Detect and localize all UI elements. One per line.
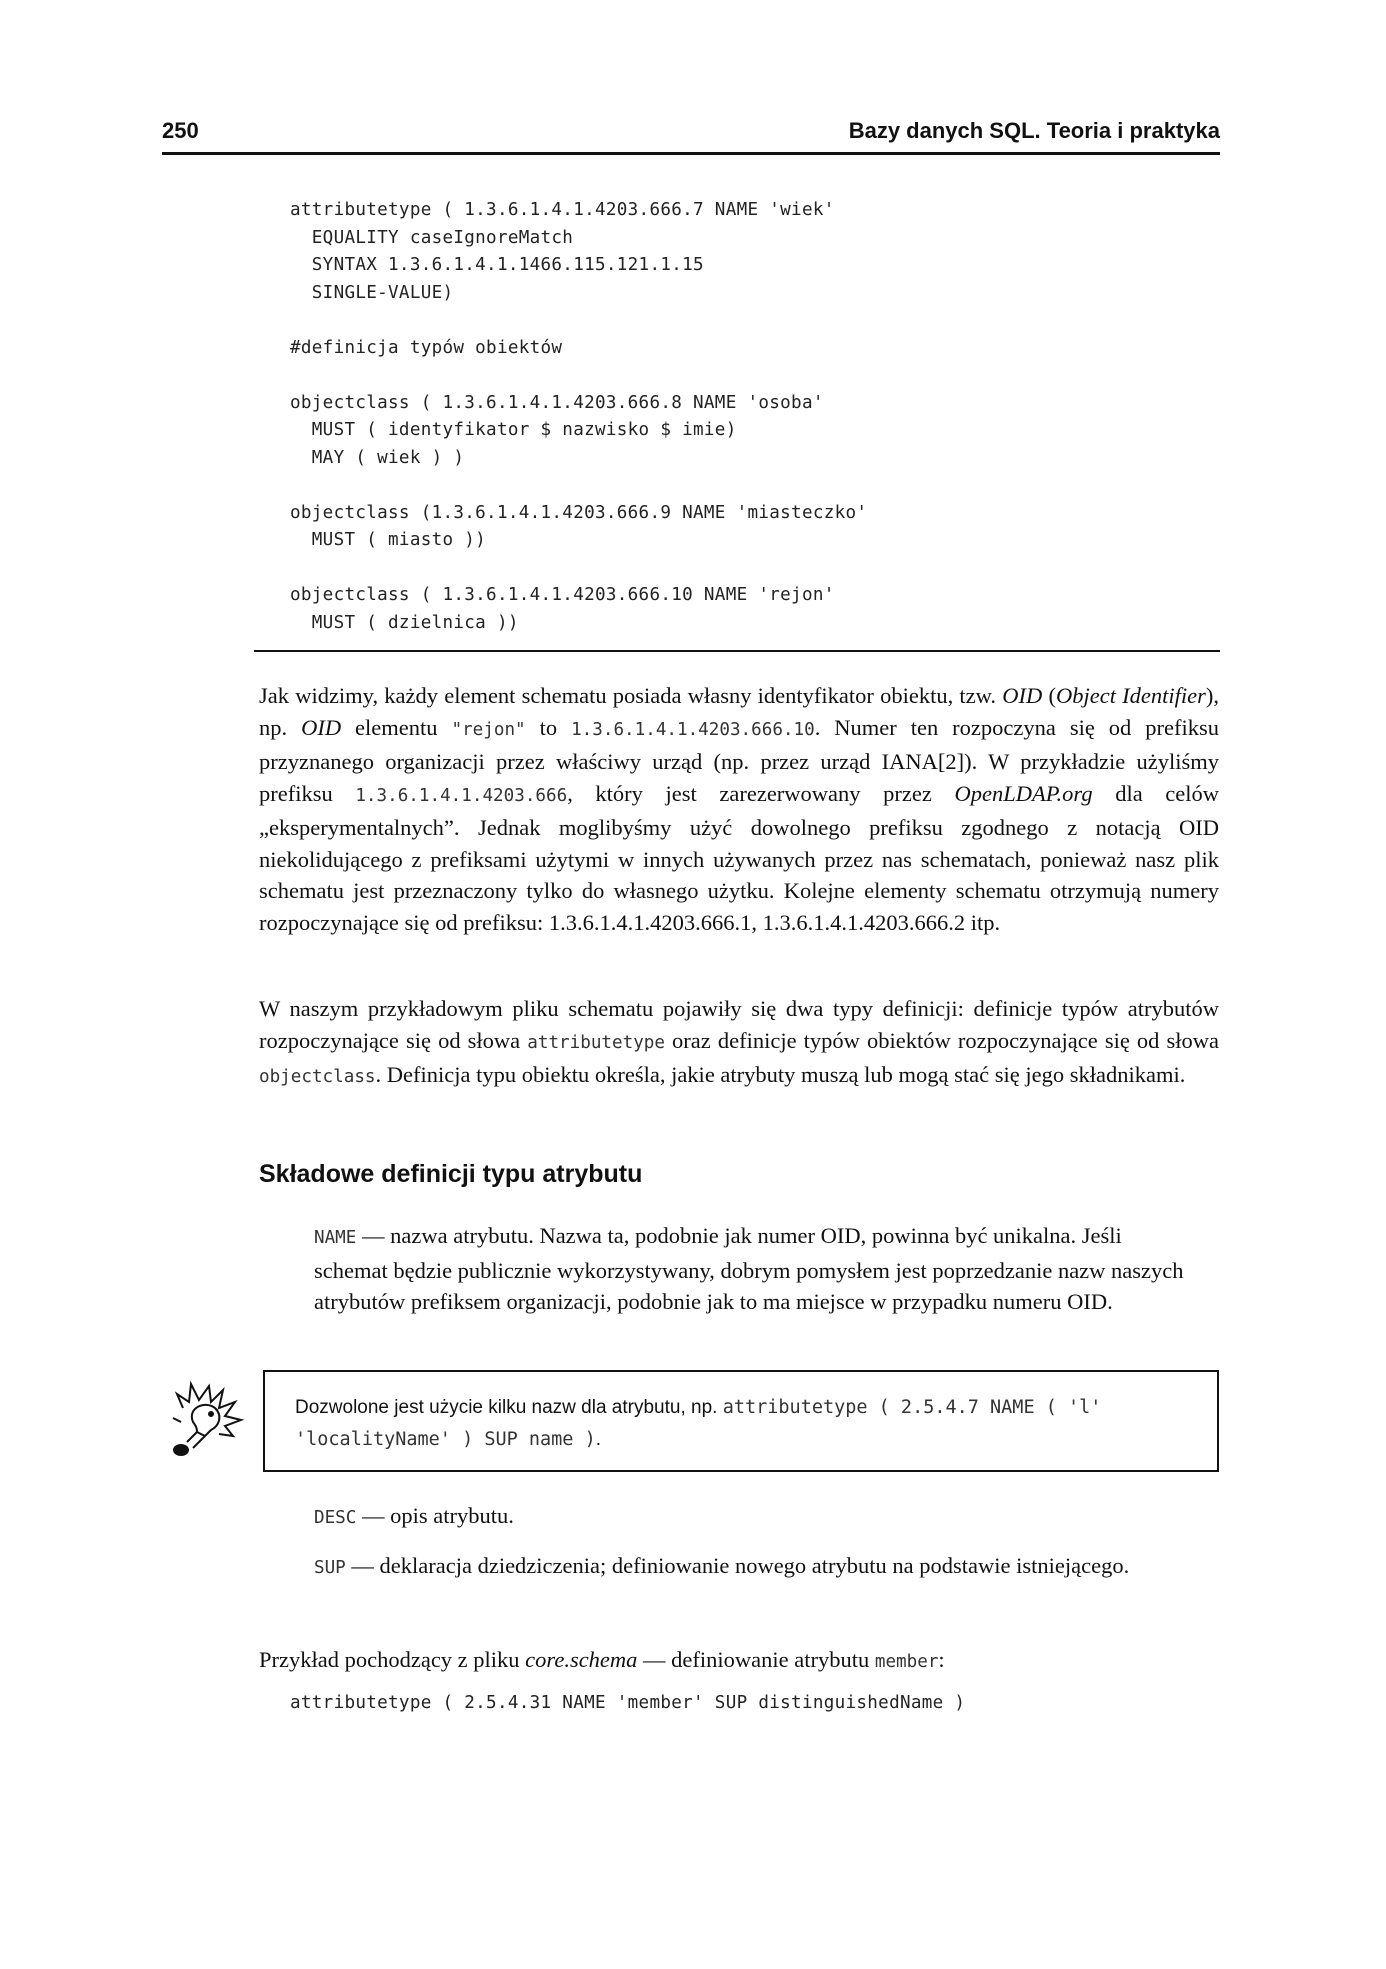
definition-item-desc: [314, 1500, 1194, 1535]
text-run: . Numer ten rozpoczyna się od prefiksu przyznanego organizacji przez właściwy urząd (np. przez urząd IANA[2]). W przykładzie użyliśmy prefiksu: [259, 714, 1219, 806]
definition-item-name: [314, 1220, 1194, 1318]
text-run: Jak widzimy, każdy element schematu posiada własny identyfikator obiektu, tzw.: [259, 683, 1003, 708]
text-run: :: [938, 1647, 945, 1672]
paragraph-oid: [259, 680, 1219, 938]
file-name: core.schema: [525, 1647, 638, 1672]
page-header: [162, 118, 1220, 155]
text-run: W naszym przykładowym pliku schematu pojawiły się dwa typy definicji: definicje typów atrybutów rozpoczynające się od słowa: [259, 996, 1219, 1053]
text-run: ), np.: [259, 683, 1219, 740]
text-run: Przykład pochodzący z pliku: [259, 1647, 526, 1672]
oid-term: OID: [301, 714, 342, 740]
text-run: . Definicja typu obiektu określa, jakie atrybuty muszą lub mogą stać się jego składnikami.: [375, 1062, 1186, 1087]
text-run: — definiowanie atrybutu: [637, 1647, 875, 1672]
definition-term: NAME: [314, 1228, 357, 1248]
running-title: Bazy danych SQL. Teoria i praktyka: [848, 118, 1220, 143]
inline-code: attributetype ( 2.5.4.7 NAME ( 'l' 'localityName' ) SUP name ): [295, 1397, 1102, 1450]
openldap-name: OpenLDAP.org: [954, 780, 1093, 806]
definition-term: DESC: [314, 1508, 357, 1528]
paragraph-definition-types: [259, 993, 1219, 1094]
paragraph-example-intro: [259, 1644, 1219, 1679]
tip-box: [263, 1370, 1219, 1472]
schema-code-listing: attributetype ( 1.3.6.1.4.1.4203.666.7 NAME 'wiek' EQUALITY caseIgnoreMatch SYNTAX 1.3.6.1.4.1.1466.115.121.1.15 SINGLE-VALUE) #definicja typów obiektów objectclass ( 1.3.6.1.4.1.4203.666.8 NAME 'osoba' MUST ( identyfikator $ nazwisko $ imie) MAY ( wiek ) ) objectclass (1.3.6.1.4.1.4203.666.9 NAME 'miasteczko' MUST ( miasto )) objectclass ( 1.3.6.1.4.1.4203.666.10 NAME 'rejon' MUST ( dzielnica )): [290, 200, 868, 633]
inline-code: objectclass: [259, 1067, 376, 1087]
oid-term: OID: [1002, 683, 1043, 708]
definition-text: — opis atrybutu.: [356, 1503, 514, 1528]
member-code-listing: attributetype ( 2.5.4.31 NAME 'member' SUP distinguishedName ): [290, 1693, 966, 1713]
lightbulb-idea-icon: [163, 1378, 249, 1464]
text-run: Dozwolone jest użycie kilku nazw dla atrybutu, np.: [295, 1397, 723, 1418]
inline-code: 1.3.6.1.4.1.4203.666: [355, 785, 568, 806]
text-run: to: [525, 714, 572, 740]
section-heading: Składowe definicji typu atrybutu: [259, 1160, 643, 1188]
tip-text: [295, 1392, 1195, 1456]
code-listing-divider: [254, 650, 1220, 652]
text-run: elementu: [341, 714, 452, 740]
text-run: dla celów „eksperymentalnych”. Jednak moglibyśmy użyć dowolnego prefiksu zgodnego z notacją OID niekolidującego z prefiksami użytymi w innych używanych przez nas schematach, ponieważ nasz plik schematu jest przeznaczony tylko do własnego użytku. Kolejne elementy schematu otrzymują numery rozpoczynające się od prefiksu: 1.3.6.1.4.1.4203.666.1, 1.3.6.1.4.1.4203.666.2 itp.: [259, 780, 1220, 935]
definition-item-sup: [314, 1550, 1194, 1585]
page-number: 250: [162, 118, 199, 143]
inline-code: member: [874, 1652, 939, 1672]
text-run: .: [595, 1429, 602, 1450]
text-run: , który jest zarezerwowany przez: [567, 780, 955, 806]
definition-text: — deklaracja dziedziczenia; definiowanie nowego atrybutu na podstawie istniejącego.: [345, 1553, 1130, 1578]
definition-text: — nazwa atrybutu. Nazwa ta, podobnie jak numer OID, powinna być unikalna. Jeśli schemat będzie publicznie wykorzystywany, dobrym pomysłem jest poprzedzanie nazw naszych atrybutów prefiksem organizacji, podobnie jak to ma miejsce w przypadku numeru OID.: [314, 1223, 1184, 1314]
text-run: (: [1042, 683, 1056, 708]
inline-code: attributetype: [527, 1032, 665, 1053]
oid-full-term: Object Identifier: [1055, 683, 1206, 708]
inline-code: 1.3.6.1.4.1.4203.666.10: [571, 719, 815, 740]
inline-code: "rejon": [451, 719, 526, 740]
text-run: oraz definicje typów obiektów rozpoczynające się od słowa: [664, 1027, 1220, 1053]
definition-term: SUP: [314, 1558, 346, 1578]
